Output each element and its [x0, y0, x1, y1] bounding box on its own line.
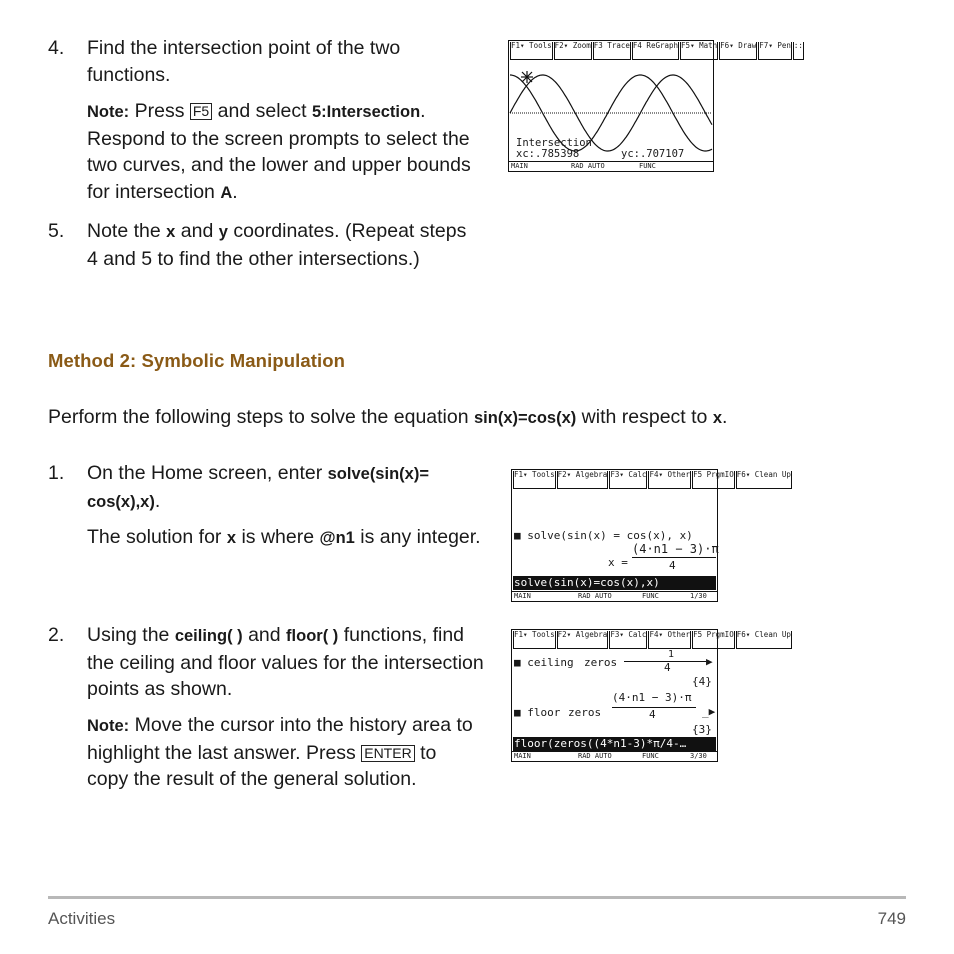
home-toolbar	[513, 630, 791, 649]
solution-c: is any integer.	[360, 526, 481, 548]
step-2-text	[87, 622, 492, 703]
frac-bottom-1: 4	[664, 661, 671, 674]
solve-command: solve(sin(x)= cos(x),x)	[87, 465, 429, 511]
intro-var: x	[712, 409, 723, 427]
xc-readout: xc:.785398	[516, 148, 580, 160]
status-mode: RAD AUTO	[578, 592, 612, 600]
step-2-and: and	[248, 624, 281, 646]
step-2-text-b: functions, find the ceiling and floor values for the intersection points as shown.	[87, 624, 484, 700]
fkey-cleanup: F6▾ Clean Up	[736, 471, 792, 489]
step-2-text-a: Using the	[87, 624, 170, 646]
step-1-text	[87, 460, 487, 515]
ceiling-floor-screen	[511, 629, 791, 762]
step-4-number: 4.	[48, 37, 65, 59]
status-count: 1/30	[690, 592, 707, 600]
entry-line[interactable]: solve(sin(x)=cos(x),x)	[513, 576, 716, 590]
menu-item-intersection: 5:Intersection	[311, 103, 421, 121]
footer-section: Activities	[48, 909, 116, 928]
step-2-note	[87, 712, 482, 793]
note-press: Press	[134, 100, 185, 122]
note-label: Note:	[87, 717, 130, 735]
status-bar	[512, 591, 717, 601]
status-main: MAIN	[514, 592, 531, 600]
step-1-end: .	[154, 489, 161, 512]
step-5-y: y	[218, 223, 228, 241]
solution-n: @n1	[319, 529, 355, 547]
solution-a: The solution for	[87, 526, 222, 548]
step-1-number: 1.	[48, 462, 65, 484]
floor-result: {3}	[692, 723, 712, 736]
intro-text-a: Perform the following steps to solve the equation	[48, 406, 469, 428]
enter-key: ENTER	[361, 745, 414, 762]
home-toolbar	[513, 470, 791, 489]
ceiling-entry: ■ ceiling	[514, 656, 574, 669]
status-mode: RAD AUTO	[578, 752, 612, 760]
fkey-cleanup: F6▾ Clean Up	[736, 631, 792, 649]
frac-top-1: 1	[668, 649, 675, 660]
fkey-tools: F1▾ Tools	[510, 42, 553, 60]
solution-b: is where	[241, 526, 315, 548]
ceiling-func: ceiling( )	[174, 627, 243, 645]
status-bar	[509, 161, 713, 171]
step-4-text: Find the intersection point of the two functions.	[87, 37, 401, 86]
note-rest: . Respond to the screen prompts to select the two curves, and the lower and upper bounds for intersection	[87, 100, 471, 203]
fraction-bar	[632, 557, 716, 558]
arrow-icon: ▶	[706, 655, 713, 668]
status-bar	[512, 751, 717, 761]
floor-func: floor( )	[286, 627, 339, 645]
f5-key: F5	[190, 103, 212, 120]
history-entry: ■ solve(sin(x) = cos(x), x)	[514, 529, 693, 542]
intro-equation: sin(x)=cos(x)	[474, 409, 577, 427]
fkey-prgmio: F5 PrgmIO	[692, 631, 735, 649]
step-1-text-a: On the Home screen, enter	[87, 462, 323, 484]
fkey-prgmio: F5 PrgmIO	[692, 471, 735, 489]
fraction-denominator: 4	[669, 559, 676, 572]
step-5-number: 5.	[48, 220, 65, 242]
fkey-draw: F6▾ Draw	[719, 42, 757, 60]
section-heading: Method 2: Symbolic Manipulation	[48, 350, 346, 371]
fkey-tools: F1▾ Tools	[513, 631, 556, 649]
fkey-regraph: F4 ReGraph	[632, 42, 679, 60]
fkey-tools: F1▾ Tools	[513, 471, 556, 489]
note-b: to copy the result of the general solution.	[87, 741, 437, 790]
solution-text	[87, 524, 487, 552]
note-and-select: and select	[217, 100, 307, 122]
fkey-math: F5▾ Math	[680, 42, 718, 60]
status-func: FUNC	[639, 162, 656, 170]
solution-var: x	[226, 529, 237, 547]
intersection-cursor	[521, 71, 533, 83]
step-5-x: x	[166, 223, 176, 241]
intro-text-b: with respect to	[581, 406, 708, 428]
step-5-text-b: coordinates. (Repeat steps 4 and 5 to find the other intersections.)	[87, 220, 467, 270]
status-main: MAIN	[511, 162, 528, 170]
step-2-number: 2.	[48, 624, 65, 646]
intro-end: .	[722, 406, 728, 428]
step-5-text-a: Note the	[87, 220, 161, 242]
status-main: MAIN	[514, 752, 531, 760]
intersection-label: Intersection	[516, 137, 592, 149]
fkey-pen: F7▾ Pen	[758, 42, 792, 60]
zeros-label-2: zeros	[568, 706, 602, 719]
fkey-other: F4▾ Other	[648, 471, 691, 489]
step-5-text	[87, 218, 482, 272]
solve-screen	[511, 469, 791, 602]
ceiling-result: {4}	[692, 675, 712, 688]
graph-screen	[508, 40, 803, 172]
floor-entry: ■ floor	[514, 706, 561, 719]
zeros-label-1: zeros	[584, 656, 618, 669]
footer-rule	[48, 896, 906, 899]
step-5-and: and	[180, 220, 214, 242]
fkey-calc: F3▾ Calc	[609, 471, 647, 489]
yc-readout: yc:.707107	[621, 148, 685, 160]
frac-top-2: (4·n1 − 3)·π	[612, 691, 692, 704]
step-4-note	[87, 98, 492, 206]
fkey-calc: F3▾ Calc	[609, 631, 647, 649]
arrow-icon: _▶	[702, 705, 716, 718]
status-func: FUNC	[642, 592, 659, 600]
fkey-algebra: F2▾ Algebra	[557, 631, 609, 649]
fkey-other: F4▾ Other	[648, 631, 691, 649]
fkey-algebra: F2▾ Algebra	[557, 471, 609, 489]
x-equals: x =	[608, 556, 628, 569]
frac-bottom-2: 4	[649, 708, 656, 721]
entry-line[interactable]: floor(zeros((4*n1-3)*π/4-…	[513, 737, 716, 751]
fkey-zoom: F2▾ Zoom	[554, 42, 592, 60]
fkey-trace: F3 Trace	[593, 42, 631, 60]
status-mode: RAD AUTO	[571, 162, 605, 170]
status-count: 3/30	[690, 752, 707, 760]
fraction-numerator: (4·n1 − 3)·π	[632, 542, 719, 556]
intro-text	[48, 404, 908, 432]
note-end: .	[232, 180, 238, 203]
note-label: Note:	[87, 103, 130, 121]
fkey-more: ::	[793, 42, 804, 60]
page-number: 749	[877, 909, 906, 928]
point-label: A	[220, 183, 233, 202]
status-func: FUNC	[642, 752, 659, 760]
note-a: Move the cursor into the history area to highlight the last answer. Press	[87, 714, 473, 764]
